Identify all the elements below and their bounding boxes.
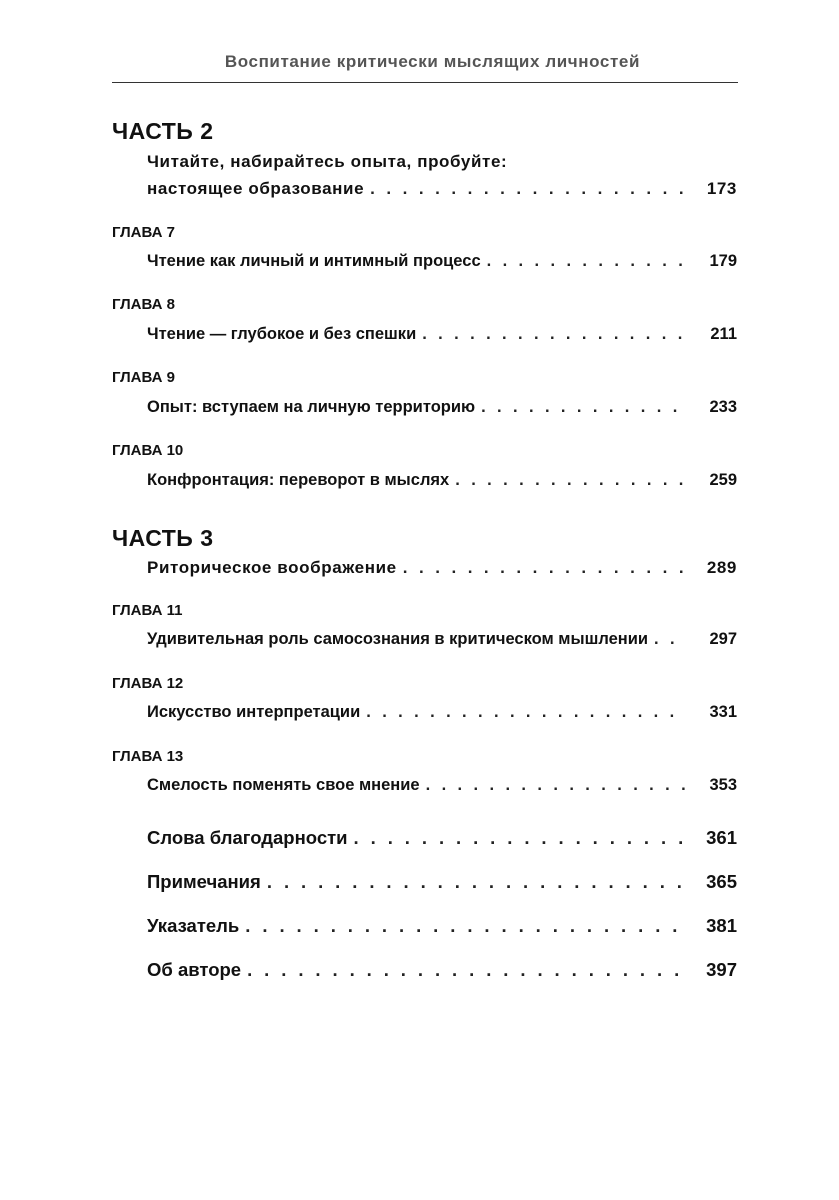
dot-leader	[422, 326, 685, 343]
chapter-7-label: ГЛАВА 7	[112, 224, 175, 241]
dot-leader	[267, 873, 685, 892]
toc-entry-title: Примечания	[147, 871, 261, 892]
toc-entry-page: 365	[706, 871, 737, 892]
chapter-12-label: ГЛАВА 12	[112, 675, 184, 692]
toc-entry-index[interactable]	[147, 917, 737, 936]
toc-entry-title: Слова благодарности	[147, 827, 348, 848]
toc-entry-page: 353	[709, 776, 737, 794]
toc-entry-chapter-12[interactable]	[147, 704, 737, 721]
part-3-label: ЧАСТЬ 3	[112, 525, 214, 551]
dot-leader	[370, 180, 685, 197]
toc-entry-page: 173	[706, 179, 737, 198]
toc-entry-about-author[interactable]	[147, 961, 737, 980]
dot-leader	[245, 917, 685, 936]
toc-entry-page: 259	[709, 471, 737, 489]
toc-entry-chapter-9[interactable]	[147, 399, 737, 416]
part-2-title-line-1: Читайте, набирайтесь опыта, пробуйте:	[147, 152, 508, 171]
dot-leader	[455, 472, 685, 489]
toc-entry-chapter-13[interactable]	[147, 777, 737, 794]
running-title: Воспитание критически мыслящих личностей	[224, 52, 640, 71]
toc-entry-part-2[interactable]	[147, 180, 737, 197]
chapter-9-label: ГЛАВА 9	[112, 369, 175, 386]
toc-entry-page: 397	[706, 959, 737, 980]
toc-entry-page: 331	[709, 703, 737, 721]
toc-entry-chapter-11[interactable]	[147, 631, 737, 648]
dot-leader	[403, 559, 685, 576]
dot-leader	[654, 631, 685, 648]
toc-entry-chapter-10[interactable]	[147, 472, 737, 489]
dot-leader	[487, 253, 685, 270]
toc-entry-part-3[interactable]	[147, 559, 737, 576]
toc-entry-title: Опыт: вступаем на личную территорию	[147, 398, 476, 416]
toc-entry-chapter-7[interactable]	[147, 253, 737, 270]
toc-entry-page: 179	[709, 252, 737, 270]
toc-entry-page: 233	[709, 398, 737, 416]
toc-entry-title: Указатель	[147, 915, 240, 936]
toc-entry-title: настоящее образование	[147, 179, 365, 198]
toc-entry-title: Об авторе	[147, 959, 242, 980]
toc-entry-page: 297	[709, 630, 737, 648]
dot-leader	[426, 777, 685, 794]
toc-entry-acknowledgements[interactable]	[147, 829, 737, 848]
toc-entry-title: Искусство интерпретации	[147, 703, 361, 721]
chapter-8-label: ГЛАВА 8	[112, 296, 175, 313]
part-2-label: ЧАСТЬ 2	[112, 118, 214, 144]
toc-entry-page: 211	[710, 325, 737, 343]
header-divider	[112, 82, 738, 83]
toc-entry-title: Удивительная роль самосознания в критическом мышлении	[147, 630, 649, 648]
toc-entry-title: Риторическое воображение	[147, 558, 397, 577]
toc-entry-title: Смелость поменять свое мнение	[147, 776, 420, 794]
dot-leader	[481, 399, 685, 416]
chapter-10-label: ГЛАВА 10	[112, 442, 184, 459]
toc-entry-page: 289	[706, 558, 737, 577]
chapter-13-label: ГЛАВА 13	[112, 748, 184, 765]
toc-entry-page: 381	[706, 915, 737, 936]
toc-entry-title: Чтение — глубокое и без спешки	[147, 325, 417, 343]
toc-entry-chapter-8[interactable]	[147, 326, 737, 343]
toc-entry-title: Чтение как личный и интимный процесс	[147, 252, 481, 270]
dot-leader	[247, 961, 685, 980]
dot-leader	[354, 829, 685, 848]
toc-entry-notes[interactable]	[147, 873, 737, 892]
chapter-11-label: ГЛАВА 11	[112, 602, 183, 619]
dot-leader	[366, 704, 685, 721]
toc-entry-title: Конфронтация: переворот в мыслях	[147, 471, 450, 489]
toc-entry-page: 361	[706, 827, 737, 848]
